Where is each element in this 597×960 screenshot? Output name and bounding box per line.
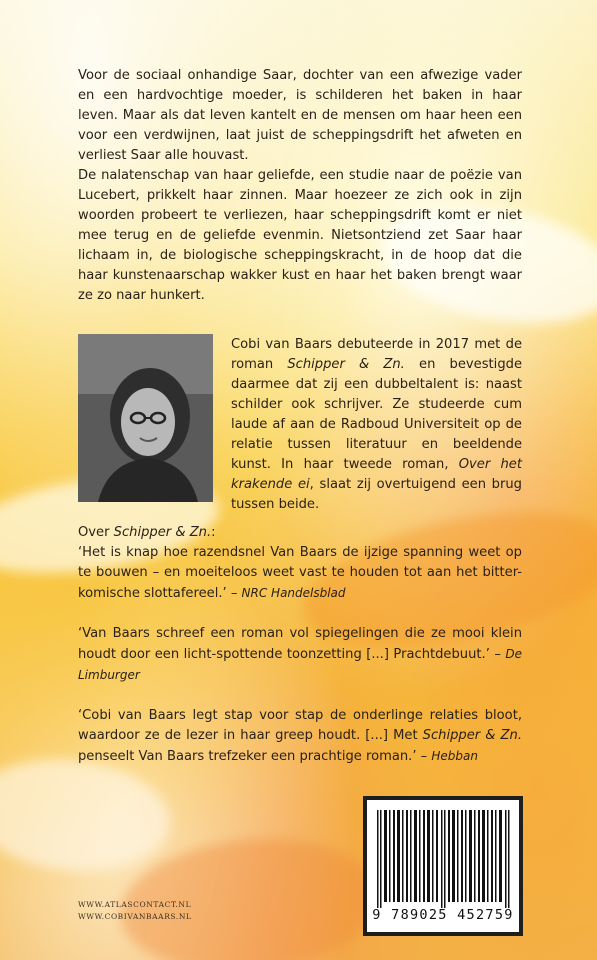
quote-source: De Limburger <box>78 647 522 682</box>
quote-text: ‘Cobi van Baars legt stap voor stap de onderlinge relaties bloot, waardoor ze de lezer in haar greep houdt. [...] Met <box>78 708 522 743</box>
book-title: Over het krakende ei <box>231 457 522 492</box>
press-quote <box>78 543 522 604</box>
press-quote <box>78 624 522 686</box>
blurb-paragraph: Voor de sociaal onhandige Saar, dochter van een afwezige vader en een hardvochtige moeder, is schilderen het baken in haar leven. Maar als dat leven kantelt en de mensen om haar heen een voor een verdwijnen, laat juist de scheppingsdrift het afweten en verliest Saar alle houvast. <box>78 68 522 163</box>
book-title: Schipper & Zn. <box>422 728 522 743</box>
publisher-url: WWW.ATLASCONTACT.NL <box>78 900 192 909</box>
author-portrait-image <box>78 334 213 502</box>
quotes-heading <box>78 523 522 543</box>
author-photo <box>78 334 213 502</box>
quotes-heading-suffix: : <box>211 525 216 540</box>
quote-text: ‘Van Baars schreef een roman vol spiegelingen die ze mooi klein houdt door een licht-spottende toonzetting [...] Prachtdebuut.’ – <box>78 626 522 662</box>
quote-text: penseelt Van Baars trefzeker een prachtige roman.’ – <box>78 749 432 764</box>
quotes-heading-prefix: Over <box>78 525 114 540</box>
bio-text-3: , slaat zij overtuigend een brug tussen beide. <box>231 477 522 512</box>
quote-source: Hebban <box>431 749 478 763</box>
isbn-number: 9 789025 452759 <box>372 907 514 923</box>
author-url: WWW.COBIVANBAARS.NL <box>78 912 192 921</box>
press-quotes <box>78 523 522 787</box>
isbn-barcode <box>363 796 523 936</box>
book-title: Schipper & Zn. <box>287 357 405 372</box>
author-bio-text <box>231 335 522 515</box>
press-quote <box>78 706 522 767</box>
quote-text: ‘Het is knap hoe razendsnel Van Baars de ijzige spanning weet op te bouwen – en moeiteloos weet vast te houden tot aan het bitter-komische slottafereel.’ – <box>78 545 522 601</box>
bio-text-2: en bevestigde daarmee dat zij een dubbeltalent is: naast schilder ook schrijver. Ze studeerde cum laude af aan de Radboud Universiteit op de relatie tussen literatuur en beeldende kunst. In haar tweede roman, <box>231 357 522 472</box>
book-blurb <box>78 66 522 306</box>
publisher-urls <box>78 899 192 923</box>
barcode-bars <box>375 810 511 908</box>
book-title: Schipper & Zn. <box>113 525 212 540</box>
quote-source: NRC Handelsblad <box>241 586 346 600</box>
author-bio <box>231 335 522 515</box>
bio-text-1: Cobi van Baars debuteerde in 2017 met de roman <box>231 337 522 372</box>
blurb-paragraph: De nalatenschap van haar geliefde, een studie naar de poëzie van Lucebert, prikkelt haar zinnen. Maar hoezeer ze zich ook in zijn woorden probeert te verliezen, haar scheppingsdrift komt er niet mee terug en de geliefde evenmin. Nietsontziend zet Saar haar lichaam in, de biologische scheppingskracht, in de hoop dat die haar kunstenaarschap wakker kust en haar het baken brengt waar ze zo naar hunkert. <box>78 168 522 303</box>
